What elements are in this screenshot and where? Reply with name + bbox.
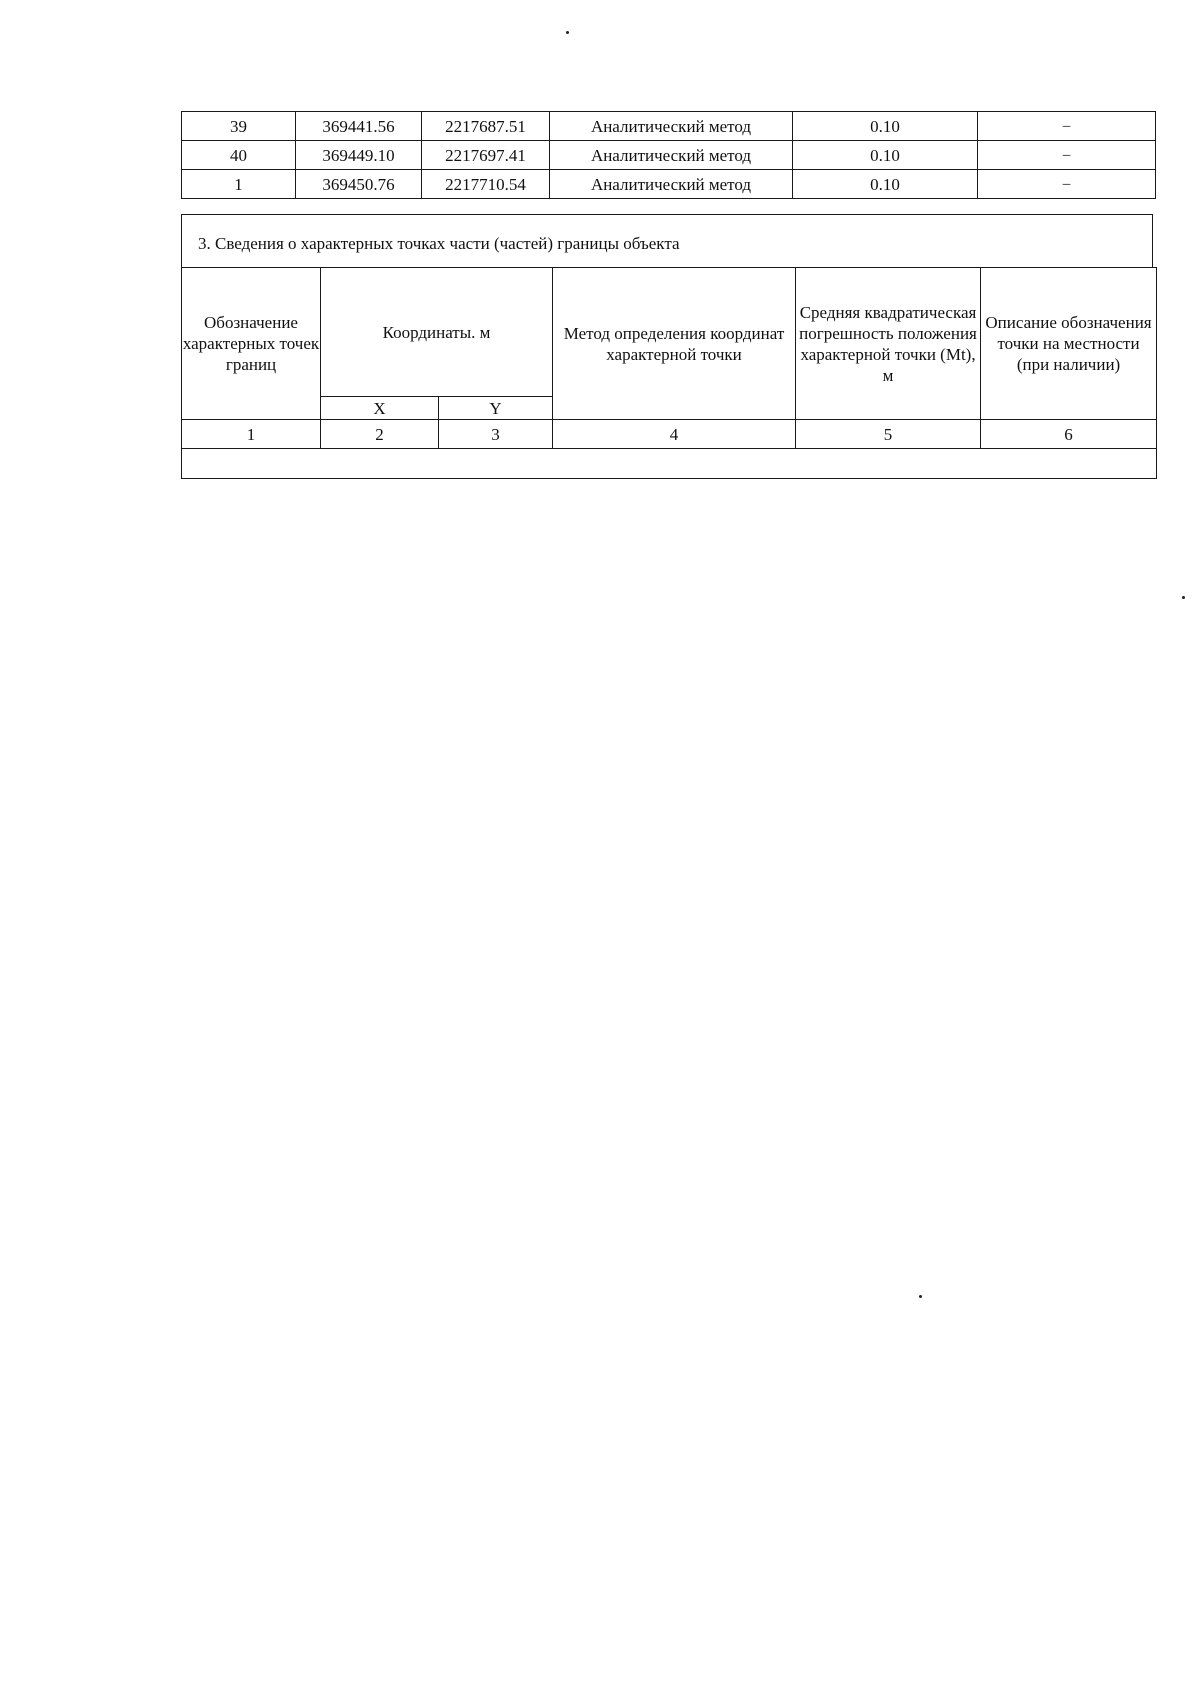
- scan-speck: [1182, 596, 1185, 599]
- section-3-title-box: [181, 214, 1153, 267]
- mt-cell: 0.10: [793, 112, 978, 141]
- method-cell: Аналитический метод: [550, 112, 793, 141]
- point-number-cell: 1: [182, 170, 296, 199]
- scan-speck: [566, 31, 569, 34]
- column-numbers-row: [182, 420, 1157, 449]
- column-number: 3: [439, 420, 553, 449]
- boundary-points-table: [181, 111, 1156, 199]
- mt-cell: 0.10: [793, 141, 978, 170]
- header-y: Y: [439, 397, 553, 420]
- y-coordinate-cell: 2217710.54: [422, 170, 550, 199]
- column-number: 6: [981, 420, 1157, 449]
- header-x: X: [321, 397, 439, 420]
- table-row: [182, 170, 1156, 199]
- description-cell: –: [978, 141, 1156, 170]
- x-coordinate-cell: 369449.10: [296, 141, 422, 170]
- empty-row: [182, 449, 1157, 479]
- header-method: Метод определения координат характерной точки: [553, 268, 796, 420]
- part-boundary-points-table: [181, 267, 1157, 479]
- x-coordinate-cell: 369441.56: [296, 112, 422, 141]
- mt-cell: 0.10: [793, 170, 978, 199]
- method-cell: Аналитический метод: [550, 141, 793, 170]
- column-number: 1: [182, 420, 321, 449]
- method-cell: Аналитический метод: [550, 170, 793, 199]
- column-number: 2: [321, 420, 439, 449]
- y-coordinate-cell: 2217687.51: [422, 112, 550, 141]
- table-row: [182, 141, 1156, 170]
- column-number: 5: [796, 420, 981, 449]
- y-coordinate-cell: 2217697.41: [422, 141, 550, 170]
- point-number-cell: 39: [182, 112, 296, 141]
- section-3-title: 3. Сведения о характерных точках части (частей) границы объекта: [198, 234, 680, 253]
- x-coordinate-cell: 369450.76: [296, 170, 422, 199]
- header-coordinates: Координаты. м: [321, 268, 553, 397]
- column-number: 4: [553, 420, 796, 449]
- description-cell: –: [978, 170, 1156, 199]
- scan-speck: [919, 1295, 922, 1298]
- empty-cell: [182, 449, 1157, 479]
- table-row: [182, 112, 1156, 141]
- header-mean-error: Средняя квадратическая погрешность положения характерной точки (Mt), м: [796, 268, 981, 420]
- header-description: Описание обозначения точки на местности (при наличии): [981, 268, 1157, 420]
- description-cell: –: [978, 112, 1156, 141]
- point-number-cell: 40: [182, 141, 296, 170]
- header-point-designation: Обозначение характерных точек границ: [182, 268, 321, 420]
- header-row: [182, 268, 1157, 397]
